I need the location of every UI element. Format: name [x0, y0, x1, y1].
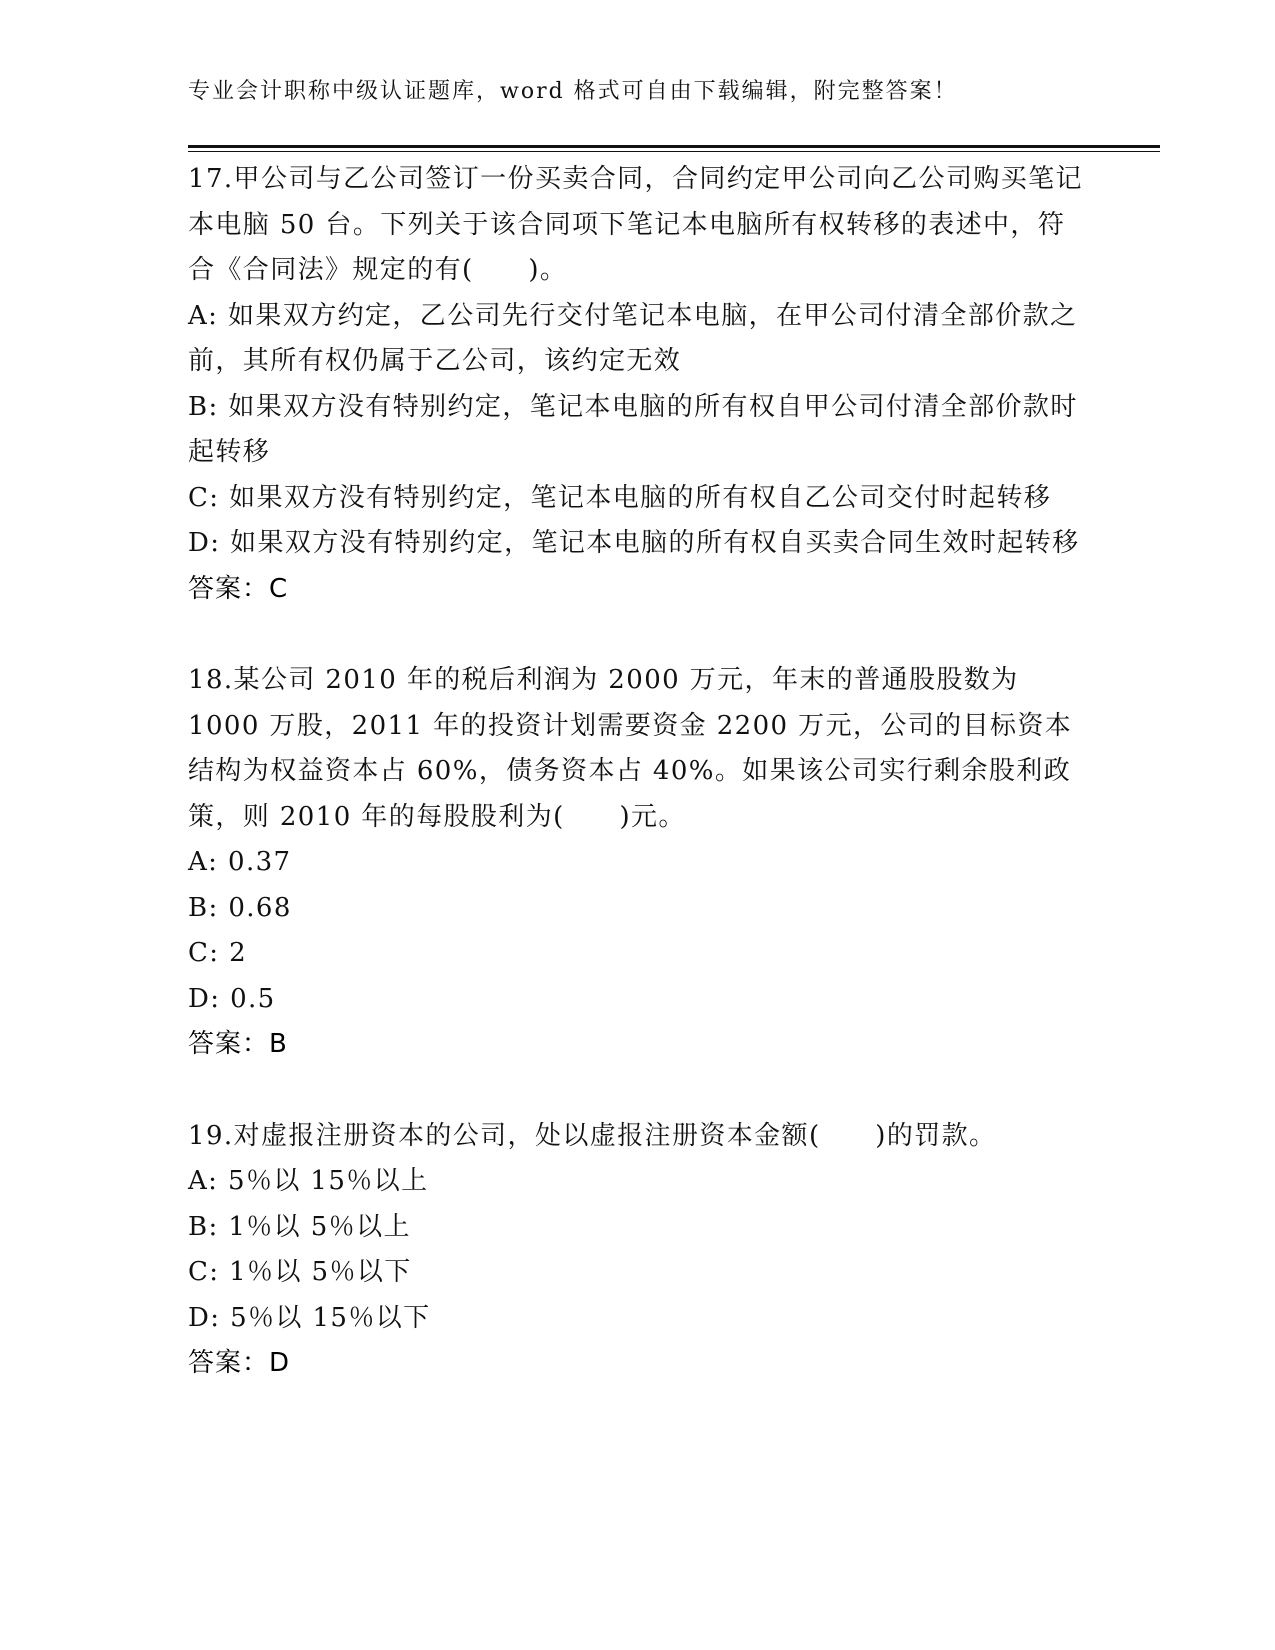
question-18: [188, 658, 1088, 1068]
question-stem: 17.甲公司与乙公司签订一份买卖合同，合同约定甲公司向乙公司购买笔记本电脑 50 台。下列关于该合同项下笔记本电脑所有权转移的表述中，符合《合同法》规定的有( )。: [188, 164, 1083, 285]
option-c: C: 1％以 5％以下: [188, 1257, 412, 1287]
answer: 答案：C: [188, 573, 289, 604]
option-d: D: 如果双方没有特别约定，笔记本电脑的所有权自买卖合同生效时起转移: [188, 528, 1080, 558]
option-a: A: 5％以 15％以上: [188, 1166, 429, 1196]
answer: 答案：B: [188, 1029, 288, 1059]
header-rule-thick: [188, 145, 1160, 148]
option-b: B: 1％以 5％以上: [188, 1211, 411, 1242]
question-list: [188, 157, 1088, 1433]
answer: 答案：D: [188, 1348, 291, 1378]
header-rule-thin: [188, 151, 1160, 152]
question-17: [188, 157, 1088, 612]
option-a: A: 0.37: [188, 847, 292, 877]
page-header: 专业会计职称中级认证题库，word 格式可自由下载编辑，附完整答案！: [188, 79, 958, 104]
question-stem: 19.对虚报注册资本的公司，处以虚报注册资本金额( )的罚款。: [188, 1120, 997, 1151]
question-stem: 18.某公司 2010 年的税后利润为 2000 万元，年末的普通股股数为 1000 万股，2011 年的投资计划需要资金 2200 万元，公司的目标资本结构为权益资本占 60%，债务资本占 40%。如果该公司实行剩余股利政策，则 2010 年的每股股利为( )元。: [188, 665, 1073, 832]
option-d: D: 5％以 15％以下: [188, 1302, 431, 1333]
option-b: B: 如果双方没有特别约定，笔记本电脑的所有权自甲公司付清全部价款时起转移: [188, 391, 1078, 467]
option-a: A: 如果双方约定，乙公司先行交付笔记本电脑，在甲公司付清全部价款之前，其所有权仍属于乙公司，该约定无效: [188, 300, 1078, 376]
option-b: B: 0.68: [188, 892, 292, 923]
option-d: D: 0.5: [188, 983, 276, 1014]
option-c: C: 2: [188, 938, 248, 968]
question-19: [188, 1114, 1088, 1387]
option-c: C: 如果双方没有特别约定，笔记本电脑的所有权自乙公司交付时起转移: [188, 482, 1052, 513]
